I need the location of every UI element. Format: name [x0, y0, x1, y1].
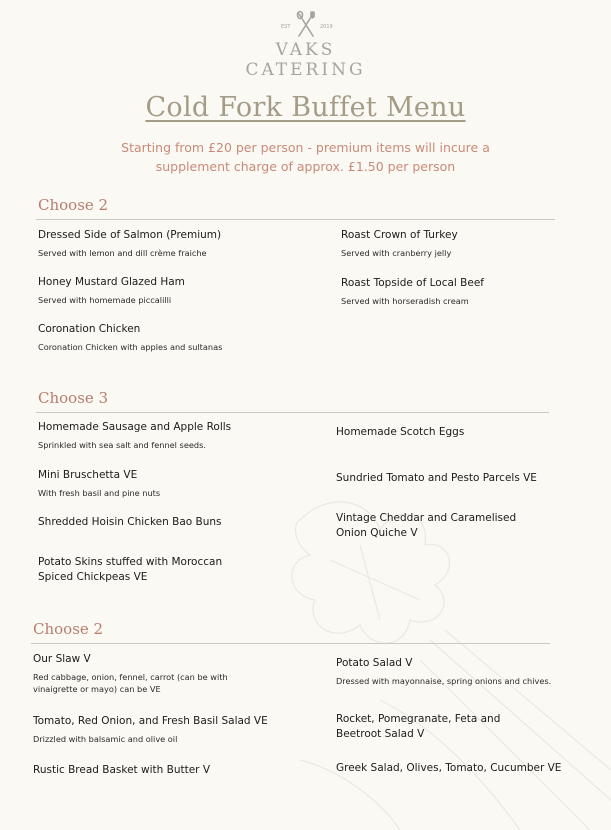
menu-item-description: Served with cranberry jelly	[341, 248, 452, 258]
menu-item	[38, 228, 293, 259]
page-title: Cold Fork Buffet Menu	[145, 92, 466, 123]
menu-item-description: Dressed with mayonnaise, spring onions and chives.	[336, 676, 552, 686]
pricing-subtitle: Starting from £20 per person - premium items will incure a supplement charge of approx. £1.50 per person	[121, 140, 490, 174]
menu-item	[38, 322, 293, 353]
menu-item	[336, 712, 591, 742]
section-divider	[36, 412, 549, 413]
section-heading: Choose 2	[38, 196, 109, 214]
crossed-utensils-icon	[271, 10, 341, 40]
menu-item	[38, 468, 293, 499]
menu-item-name: Shredded Hoisin Chicken Bao Buns	[38, 516, 222, 528]
menu-item-name: Tomato, Red Onion, and Fresh Basil Salad VE	[33, 715, 268, 727]
menu-item-name: Greek Salad, Olives, Tomato, Cucumber VE	[336, 762, 562, 774]
menu-item	[336, 471, 591, 486]
menu-item-name: Vintage Cheddar and Caramelised Onion Quiche V	[336, 512, 517, 539]
menu-item-name: Honey Mustard Glazed Ham	[38, 276, 185, 288]
menu-item-description: Served with horseradish cream	[341, 296, 469, 306]
menu-item	[336, 425, 591, 440]
menu-item	[38, 275, 293, 306]
logo	[0, 10, 611, 80]
menu-item	[38, 555, 293, 585]
logo-name-line1: VAKS	[275, 40, 336, 60]
menu-item-name: Our Slaw V	[33, 653, 91, 665]
menu-item-name: Rocket, Pomegranate, Feta and Beetroot Salad V	[336, 713, 501, 740]
menu-item-name: Roast Crown of Turkey	[341, 229, 458, 241]
menu-item-description: Served with homemade piccalilli	[38, 295, 172, 305]
menu-item-description: Served with lemon and dill crème fraiche	[38, 248, 207, 258]
menu-item	[336, 656, 596, 687]
section-heading: Choose 3	[38, 389, 109, 407]
menu-item	[38, 420, 293, 451]
logo-year-text: 2019	[319, 24, 333, 30]
section-divider	[31, 643, 550, 644]
menu-item-description: Drizzled with balsamic and olive oil	[33, 734, 178, 744]
menu-item-name: Homemade Sausage and Apple Rolls	[38, 421, 232, 433]
menu-item	[38, 515, 293, 530]
menu-item	[33, 714, 313, 745]
menu-item-name: Potato Skins stuffed with Moroccan Spiced Chickpeas VE	[38, 556, 223, 583]
menu-item-name: Sundried Tomato and Pesto Parcels VE	[336, 472, 537, 484]
menu-item	[341, 276, 596, 307]
menu-item	[336, 511, 591, 541]
logo-name-line2: CATERING	[245, 60, 366, 80]
menu-item-name: Mini Bruschetta VE	[38, 469, 138, 481]
menu-item-description: Coronation Chicken with apples and sultanas	[38, 342, 223, 352]
menu-item-name: Rustic Bread Basket with Butter V	[33, 764, 211, 776]
menu-item-name: Roast Topside of Local Beef	[341, 277, 485, 289]
menu-item	[336, 761, 596, 776]
menu-item	[33, 652, 288, 695]
menu-item-name: Potato Salad V	[336, 657, 413, 669]
menu-item	[33, 763, 288, 778]
menu-item-description: With fresh basil and pine nuts	[38, 488, 161, 498]
menu-item-name: Homemade Scotch Eggs	[336, 426, 465, 438]
menu-item-description: Red cabbage, onion, fennel, carrot (can be with vinaigrette or mayo) can be VE	[33, 672, 228, 694]
menu-item-description: Sprinkled with sea salt and fennel seeds.	[38, 440, 206, 450]
menu-item	[341, 228, 596, 259]
section-heading: Choose 2	[33, 620, 104, 638]
logo-est-text: EST	[280, 24, 290, 30]
menu-item-name: Dressed Side of Salmon (Premium)	[38, 229, 222, 241]
section-divider	[36, 219, 555, 220]
menu-item-name: Coronation Chicken	[38, 323, 141, 335]
